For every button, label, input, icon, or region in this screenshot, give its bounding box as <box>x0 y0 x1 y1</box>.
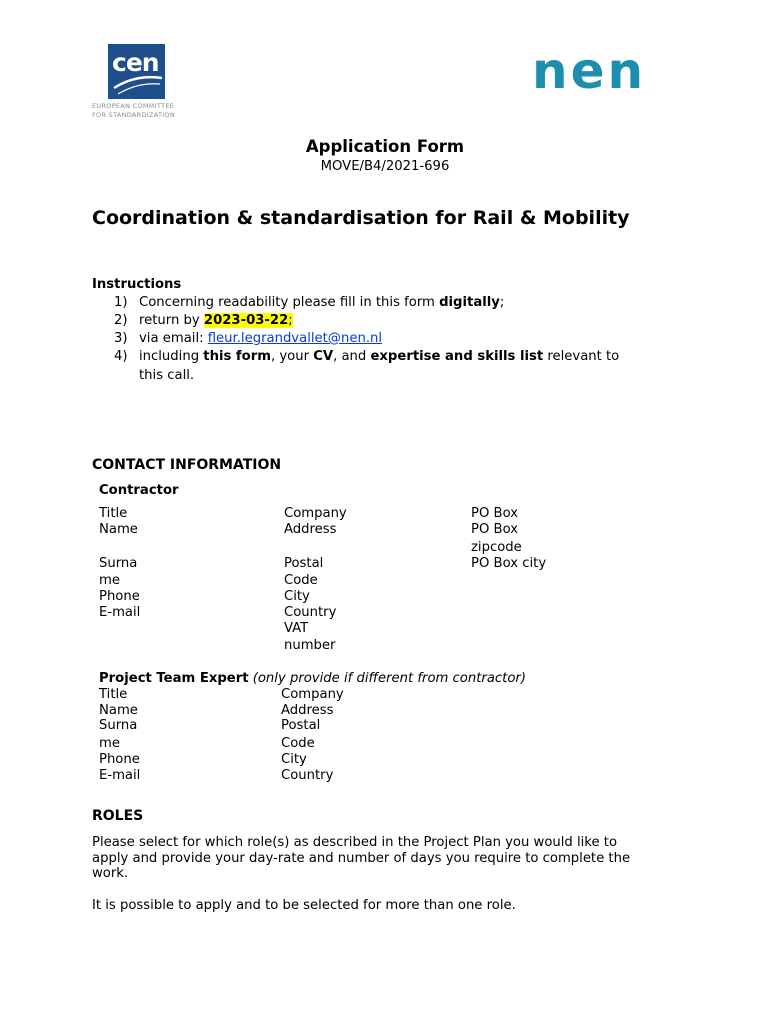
expert-postal-label-cont: Code <box>281 736 315 751</box>
contractor-postal-label-cont: Code <box>284 573 318 588</box>
roles-paragraph-line-3: work. <box>92 866 129 881</box>
instruction-text: return by <box>139 313 204 328</box>
expert-surname-label: Surna <box>99 718 138 733</box>
contractor-name-label: Name <box>99 522 138 537</box>
contractor-pobox-zip-label-cont: zipcode <box>471 540 522 555</box>
instruction-text: , your <box>270 349 314 364</box>
contractor-vat-label: VAT <box>284 621 309 636</box>
instruction-item-4 <box>114 349 619 364</box>
contractor-postal-label: Postal <box>284 556 324 571</box>
contractor-address-label: Address <box>284 522 337 537</box>
instruction-bold: this form <box>203 349 271 364</box>
deadline-date: 2023-03-22 <box>203 313 289 328</box>
roles-paragraph-line-1: Please select for which role(s) as described in the Project Plan you would like to <box>92 835 618 850</box>
email-link[interactable]: fleur.legrandvallet@nen.nl <box>207 331 383 346</box>
instruction-item-2 <box>114 313 293 328</box>
contractor-pobox-zip-label: PO Box <box>471 522 519 537</box>
expert-city-label: City <box>281 752 307 767</box>
expert-phone-label: Phone <box>99 752 140 767</box>
instruction-item-4-continued: this call. <box>139 368 195 383</box>
contractor-email-label: E-mail <box>99 605 141 620</box>
instruction-bold: expertise and skills list <box>370 349 544 364</box>
instruction-number: 3) <box>114 331 128 346</box>
expert-postal-label: Postal <box>281 718 321 733</box>
instruction-text: ; <box>499 295 505 310</box>
instruction-bold: CV <box>313 349 334 364</box>
contractor-pobox-city-label: PO Box city <box>471 556 547 571</box>
expert-email-label: E-mail <box>99 768 141 783</box>
contractor-title-label: Title <box>99 506 128 521</box>
cen-logo-word: cen <box>112 48 159 77</box>
instruction-item-1 <box>114 295 504 310</box>
expert-note: (only provide if different from contractor) <box>248 671 526 686</box>
cen-swoosh-icon <box>108 44 165 99</box>
expert-company-label: Company <box>281 687 344 702</box>
instruction-text: relevant to <box>543 349 620 364</box>
instruction-number: 1) <box>114 295 128 310</box>
instructions-heading: Instructions <box>92 277 182 292</box>
instruction-text: Concerning readability please fill in this form <box>139 295 440 310</box>
contractor-surname-label: Surna <box>99 556 138 571</box>
cen-tagline-2: FOR STANDARDIZATION <box>92 111 176 119</box>
instruction-bold: digitally <box>439 295 500 310</box>
contractor-company-label: Company <box>284 506 347 521</box>
expert-heading: Project Team Expert <box>99 671 249 686</box>
form-title: Application Form <box>305 137 465 156</box>
expert-name-label: Name <box>99 703 138 718</box>
cen-logo-box <box>108 44 165 99</box>
form-reference: MOVE/B4/2021-696 <box>320 159 450 174</box>
instruction-text: ; <box>288 313 293 328</box>
contractor-city-label: City <box>284 589 310 604</box>
roles-heading: ROLES <box>92 808 144 824</box>
instruction-number: 2) <box>114 313 128 328</box>
contractor-country-label: Country <box>284 605 337 620</box>
instruction-text: , and <box>333 349 371 364</box>
contractor-pobox-label: PO Box <box>471 506 519 521</box>
nen-logo-word: nen <box>532 42 647 100</box>
expert-country-label: Country <box>281 768 334 783</box>
instruction-text: including <box>139 349 204 364</box>
cen-tagline-1: EUROPEAN COMMITTEE <box>92 102 175 110</box>
roles-paragraph-line-2: apply and provide your day-rate and number of days you require to complete the <box>92 851 631 866</box>
contractor-heading: Contractor <box>99 483 179 498</box>
instruction-item-3 <box>114 331 382 346</box>
contractor-phone-label: Phone <box>99 589 140 604</box>
expert-surname-label-cont: me <box>99 736 120 751</box>
contact-heading: CONTACT INFORMATION <box>92 457 282 473</box>
cen-logo <box>92 44 188 124</box>
expert-heading-line <box>99 671 526 686</box>
expert-title-label: Title <box>99 687 128 702</box>
nen-logo <box>532 42 647 114</box>
page-title: Coordination & standardisation for Rail & Mobility <box>92 207 630 229</box>
contractor-vat-label-cont: number <box>284 638 336 653</box>
instruction-text: via email: <box>139 331 208 346</box>
instruction-number: 4) <box>114 349 128 364</box>
roles-paragraph-2: It is possible to apply and to be selected for more than one role. <box>92 898 516 913</box>
expert-address-label: Address <box>281 703 334 718</box>
contractor-surname-label-cont: me <box>99 573 120 588</box>
